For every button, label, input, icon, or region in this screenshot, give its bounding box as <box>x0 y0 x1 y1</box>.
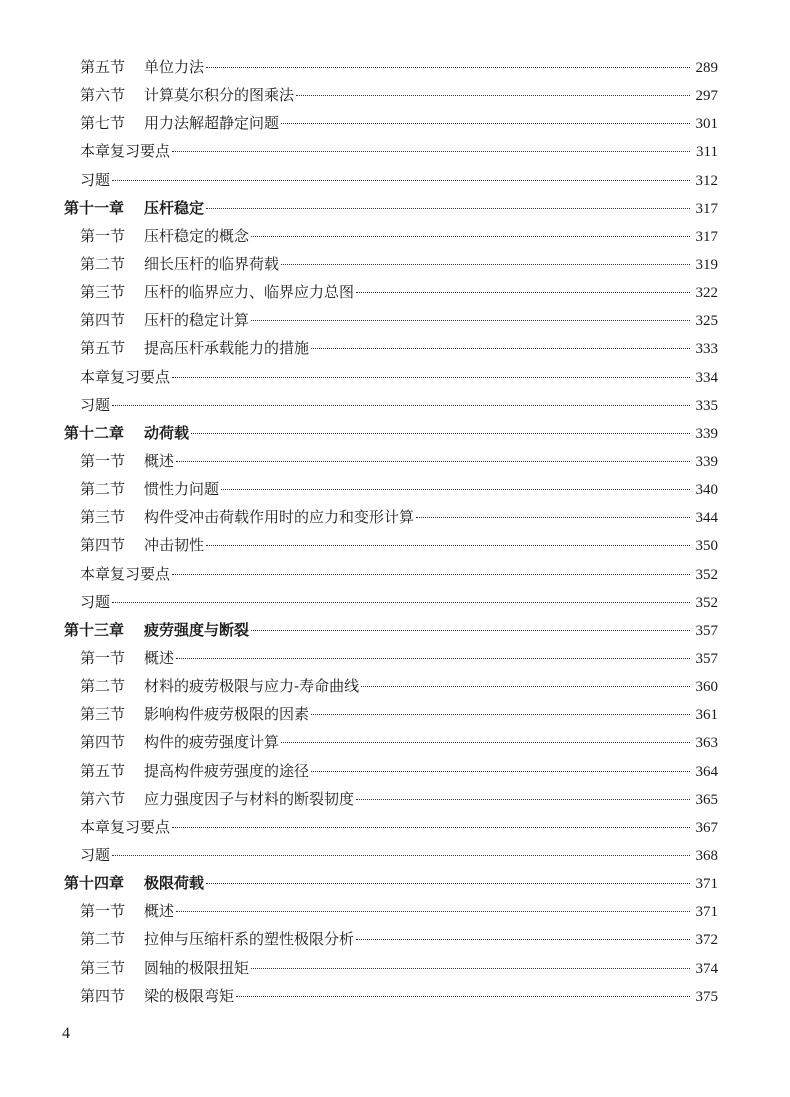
dot-leader <box>176 461 689 462</box>
toc-chapter-row <box>0 419 790 447</box>
section-title: 计算莫尔积分的图乘法 <box>144 86 295 105</box>
chapter-number: 第十二章 <box>64 423 125 442</box>
dot-leader <box>356 939 689 940</box>
chapter-title: 疲劳强度与断裂 <box>144 620 250 639</box>
dot-leader <box>361 686 689 687</box>
toc-section-row <box>0 334 790 362</box>
toc-row-content <box>80 731 718 752</box>
page-number: 4 <box>62 1025 70 1042</box>
toc-misc-row <box>0 166 790 194</box>
toc-section-row <box>0 109 790 137</box>
dot-leader <box>281 123 689 124</box>
section-number: 第一节 <box>80 226 126 245</box>
section-number: 第七节 <box>80 114 126 133</box>
toc-row-content <box>64 197 718 218</box>
dot-leader <box>112 855 689 856</box>
toc-misc-row <box>0 363 790 391</box>
section-number: 第四节 <box>80 986 126 1005</box>
section-title: 构件受冲击荷载作用时的应力和变形计算 <box>144 508 415 527</box>
chapter-title: 极限荷载 <box>144 874 205 893</box>
toc-section-row <box>0 897 790 925</box>
toc-row-content <box>80 394 718 415</box>
toc-row-content <box>80 928 718 949</box>
toc-row-content <box>80 788 718 809</box>
toc-row-content <box>80 957 718 978</box>
page-ref: 364 <box>695 763 718 780</box>
toc-section-row <box>0 954 790 982</box>
toc-section-row <box>0 982 790 1010</box>
section-title: 单位力法 <box>144 58 205 76</box>
dot-leader <box>251 320 689 321</box>
section-title: 圆轴的极限扭矩 <box>144 958 250 977</box>
section-number: 第五节 <box>80 761 126 780</box>
section-title: 习题 <box>80 592 111 611</box>
section-number: 第三节 <box>80 705 126 724</box>
section-number: 第二节 <box>80 930 126 949</box>
page-ref: 322 <box>695 285 718 302</box>
section-number: 第六节 <box>80 789 126 808</box>
toc-misc-row <box>0 841 790 869</box>
chapter-number: 第十三章 <box>64 620 125 639</box>
toc-section-row <box>0 672 790 700</box>
page-ref: 333 <box>695 341 718 358</box>
page-ref: 301 <box>695 116 718 133</box>
dot-leader <box>221 489 689 490</box>
toc-section-row <box>0 503 790 531</box>
chapter-number: 第十一章 <box>64 198 125 217</box>
dot-leader <box>206 545 689 546</box>
page-ref: 319 <box>695 256 718 273</box>
toc-section-row <box>0 757 790 785</box>
page-ref: 352 <box>695 566 718 583</box>
dot-leader <box>206 67 689 68</box>
section-title: 惯性力问题 <box>144 480 220 499</box>
page-ref: 325 <box>695 313 718 330</box>
page-ref: 361 <box>695 707 718 724</box>
section-number: 第二节 <box>80 677 126 696</box>
toc-row-content <box>80 506 718 527</box>
dot-leader <box>172 377 689 378</box>
toc-section-row <box>0 644 790 672</box>
table-of-contents <box>0 53 790 1010</box>
dot-leader <box>176 658 689 659</box>
toc-misc-row <box>0 391 790 419</box>
page-ref: 375 <box>695 988 718 1005</box>
section-title: 提高构件疲劳强度的途径 <box>144 761 310 780</box>
page-ref: 334 <box>695 369 718 386</box>
page-ref: 371 <box>695 904 718 921</box>
section-number: 第三节 <box>80 958 126 977</box>
toc-row-content <box>80 760 718 781</box>
page-ref: 360 <box>695 679 718 696</box>
toc-row-content <box>80 534 718 555</box>
section-number: 第一节 <box>80 648 126 667</box>
page-ref: 312 <box>695 172 718 189</box>
dot-leader <box>112 405 689 406</box>
toc-row-content <box>64 872 718 893</box>
section-title: 习题 <box>80 845 111 864</box>
page-ref: 339 <box>695 453 718 470</box>
toc-row-content <box>80 169 718 190</box>
dot-leader <box>311 348 689 349</box>
toc-misc-row <box>0 137 790 165</box>
toc-row-content <box>80 112 718 133</box>
section-title: 概述 <box>144 902 175 921</box>
section-title: 压杆的稳定计算 <box>144 311 250 330</box>
dot-leader <box>281 264 689 265</box>
section-title: 本章复习要点 <box>80 564 171 583</box>
toc-row-content <box>80 366 718 387</box>
toc-row-content <box>80 703 718 724</box>
dot-leader <box>311 771 689 772</box>
dot-leader <box>416 517 689 518</box>
dot-leader <box>251 236 689 237</box>
page-ref: 357 <box>695 650 718 667</box>
page-ref: 363 <box>695 735 718 752</box>
section-title: 习题 <box>80 170 111 189</box>
dot-leader <box>191 433 689 434</box>
section-number: 第一节 <box>80 902 126 921</box>
toc-row-content <box>80 844 718 865</box>
toc-row-content <box>80 84 718 105</box>
toc-section-row <box>0 475 790 503</box>
section-title: 概述 <box>144 451 175 470</box>
dot-leader <box>251 968 689 969</box>
toc-section-row <box>0 447 790 475</box>
toc-section-row <box>0 531 790 559</box>
page-ref: 371 <box>695 876 718 893</box>
section-title: 材料的疲劳极限与应力-寿命曲线 <box>144 677 360 696</box>
toc-misc-row <box>0 560 790 588</box>
section-number: 第四节 <box>80 311 126 330</box>
section-title: 本章复习要点 <box>80 817 171 836</box>
toc-section-row <box>0 700 790 728</box>
dot-leader <box>112 180 689 181</box>
section-title: 提高压杆承载能力的措施 <box>144 339 310 358</box>
dot-leader <box>172 574 689 575</box>
toc-row-content <box>80 281 718 302</box>
section-title: 压杆的临界应力、临界应力总图 <box>144 283 355 302</box>
section-number: 第五节 <box>80 339 126 358</box>
page-ref: 357 <box>695 622 718 639</box>
toc-row-content <box>80 309 718 330</box>
section-number: 第四节 <box>80 733 126 752</box>
page-ref: 339 <box>695 425 718 442</box>
page-ref: 317 <box>695 200 718 217</box>
toc-section-row <box>0 222 790 250</box>
chapter-title: 压杆稳定 <box>144 198 205 217</box>
toc-row-content <box>80 591 718 612</box>
page-ref: 372 <box>695 932 718 949</box>
section-title: 压杆稳定的概念 <box>144 226 250 245</box>
toc-row-content <box>80 647 718 668</box>
page-ref: 340 <box>695 482 718 499</box>
section-title: 应力强度因子与材料的断裂韧度 <box>144 789 355 808</box>
dot-leader <box>356 799 689 800</box>
toc-chapter-row <box>0 616 790 644</box>
dot-leader <box>236 996 689 997</box>
page-ref: 352 <box>695 594 718 611</box>
page-ref: 350 <box>695 538 718 555</box>
toc-row-content <box>80 478 718 499</box>
page-ref: 367 <box>695 819 718 836</box>
page-ref: 317 <box>695 228 718 245</box>
section-title: 影响构件疲劳极限的因素 <box>144 705 310 724</box>
toc-misc-row <box>0 813 790 841</box>
toc-section-row <box>0 250 790 278</box>
dot-leader <box>356 292 689 293</box>
toc-row-content <box>80 253 718 274</box>
toc-row-content <box>80 450 718 471</box>
section-title: 细长压杆的临界荷载 <box>144 254 280 273</box>
chapter-number: 第十四章 <box>64 874 125 893</box>
section-number: 第四节 <box>80 536 126 555</box>
dot-leader <box>296 95 689 96</box>
toc-row-content <box>80 675 718 696</box>
section-number: 第二节 <box>80 254 126 273</box>
page-ref: 365 <box>695 791 718 808</box>
section-title: 构件的疲劳强度计算 <box>144 733 280 752</box>
section-number: 第二节 <box>80 480 126 499</box>
dot-leader <box>251 630 689 631</box>
toc-misc-row <box>0 588 790 616</box>
section-title: 冲击韧性 <box>144 536 205 555</box>
dot-leader <box>281 742 689 743</box>
dot-leader <box>172 151 690 152</box>
section-number: 第六节 <box>80 86 126 105</box>
dot-leader <box>206 883 689 884</box>
page-ref: 289 <box>695 60 718 76</box>
section-number: 第三节 <box>80 283 126 302</box>
toc-row-content <box>80 337 718 358</box>
toc-row-content <box>80 985 718 1006</box>
page-ref: 374 <box>695 960 718 977</box>
page-ref: 297 <box>695 88 718 105</box>
section-title: 拉伸与压缩杆系的塑性极限分析 <box>144 930 355 949</box>
section-title: 梁的极限弯矩 <box>144 986 235 1005</box>
toc-row-content <box>80 563 718 584</box>
toc-row-content <box>80 900 718 921</box>
toc-section-row <box>0 785 790 813</box>
toc-section-row <box>0 278 790 306</box>
dot-leader <box>176 911 689 912</box>
page-ref: 311 <box>696 144 718 161</box>
page-ref: 344 <box>695 510 718 527</box>
dot-leader <box>311 714 689 715</box>
dot-leader <box>206 208 689 209</box>
toc-section-row <box>0 306 790 334</box>
chapter-title: 动荷载 <box>144 423 190 442</box>
toc-row-content <box>80 140 718 161</box>
section-number: 第五节 <box>80 58 126 76</box>
toc-row-content <box>80 225 718 246</box>
toc-row-content <box>80 816 718 837</box>
dot-leader <box>172 827 689 828</box>
toc-chapter-row <box>0 194 790 222</box>
toc-section-row <box>0 81 790 109</box>
toc-section-row <box>0 728 790 756</box>
page-ref: 335 <box>695 397 718 414</box>
toc-section-row <box>0 925 790 953</box>
toc-chapter-row <box>0 869 790 897</box>
section-title: 习题 <box>80 395 111 414</box>
section-title: 用力法解超静定问题 <box>144 114 280 133</box>
section-number: 第三节 <box>80 508 126 527</box>
dot-leader <box>112 602 689 603</box>
toc-row-content <box>80 56 718 77</box>
section-title: 本章复习要点 <box>80 367 171 386</box>
section-number: 第一节 <box>80 451 126 470</box>
toc-section-row <box>0 53 790 81</box>
section-title: 本章复习要点 <box>80 142 171 161</box>
toc-row-content <box>64 422 718 443</box>
section-title: 概述 <box>144 648 175 667</box>
page-ref: 368 <box>695 847 718 864</box>
toc-row-content <box>64 619 718 640</box>
